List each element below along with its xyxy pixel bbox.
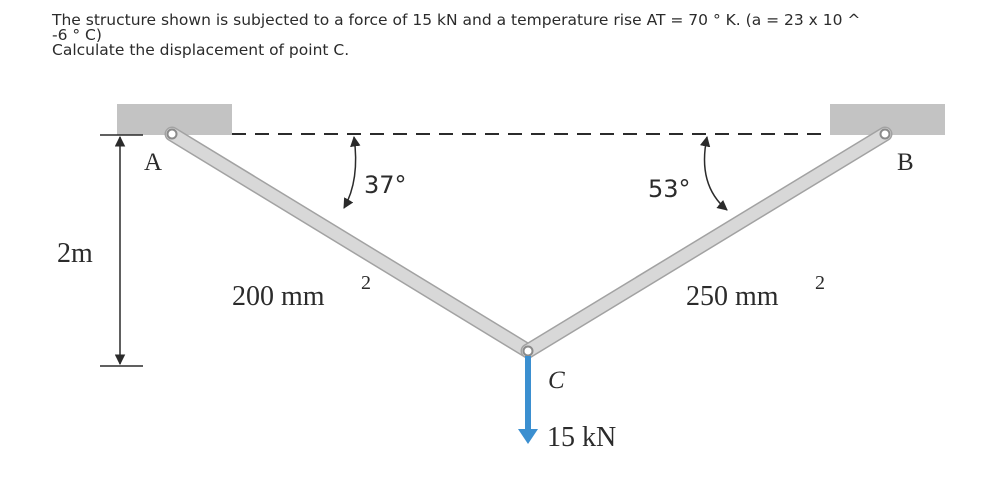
angle-53-arrow (705, 137, 728, 210)
pin-b (881, 130, 890, 139)
load-arrow-head (518, 429, 538, 444)
problem-line-2: -6 ° C) (52, 26, 102, 44)
pin-a (168, 130, 177, 139)
angle-37-arrow (344, 137, 356, 208)
problem-line-1: The structure shown is subjected to a force of 15 kN and a temperature rise AT = 70 ° K. (a = 23 x 10 ^ (52, 11, 861, 29)
label-area-left-exponent: 2 (361, 272, 371, 294)
label-area-left: 200 mm (232, 281, 325, 312)
label-point-a: A (144, 149, 163, 176)
label-angle-53: 53° (648, 175, 691, 203)
label-point-b: B (897, 149, 914, 176)
label-load: 15 kN (547, 422, 617, 453)
pin-c (524, 347, 533, 356)
bar-ac (172, 134, 528, 351)
label-point-c: C (548, 367, 565, 394)
label-area-right-exponent: 2 (815, 272, 825, 294)
label-angle-37: 37° (364, 171, 407, 199)
problem-line-3: Calculate the displacement of point C. (52, 41, 350, 59)
bar-bc (528, 134, 885, 351)
label-area-right: 250 mm (686, 281, 779, 312)
label-height: 2m (57, 238, 93, 269)
